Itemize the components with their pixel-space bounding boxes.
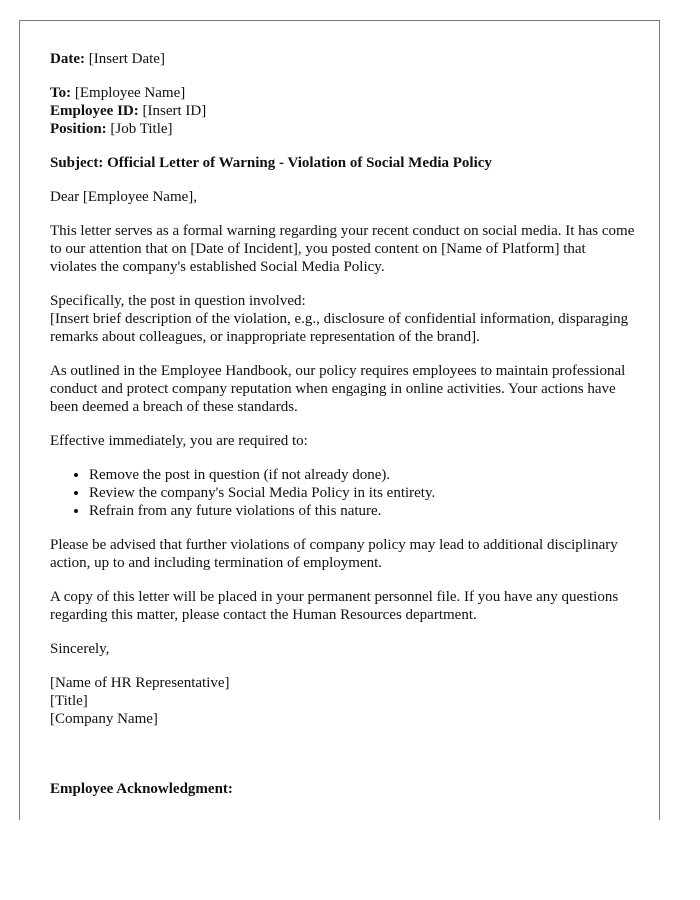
subject-line: Subject: Official Letter of Warning - Violation of Social Media Policy <box>50 155 492 171</box>
salutation: Dear [Employee Name], <box>50 189 198 205</box>
position-line <box>50 120 635 138</box>
recipient-block <box>50 84 635 138</box>
date-line <box>50 50 635 68</box>
closing: Sincerely, <box>50 641 110 657</box>
signature-company: [Company Name] <box>50 711 158 727</box>
to-line <box>50 84 635 102</box>
paragraph-personnel-file: A copy of this letter will be placed in your permanent personnel file. If you have any questions regarding this matter, please contact the Human Resources department. <box>50 589 619 623</box>
employee-id-line <box>50 102 635 120</box>
list-item: • Review the company's Social Media Policy in its entirety. <box>89 484 635 502</box>
specifics-detail: [Insert brief description of the violation, e.g., disclosure of confidential information, disparaging remarks about colleagues, or inappropriate representation of the brand]. <box>50 311 629 345</box>
acknowledgment-heading: Employee Acknowledgment: <box>50 781 233 797</box>
paragraph-conduct: This letter serves as a formal warning regarding your recent conduct on social media. It has come to our attention that on [Date of Incident], you posted content on [Name of Platform] that violates the company's established Social Media Policy. <box>50 223 635 275</box>
list-item: • Refrain from any future violations of this nature. <box>89 502 635 520</box>
signature-name: [Name of HR Representative] <box>50 675 230 691</box>
letter-page <box>19 20 660 820</box>
letter-body <box>50 50 635 798</box>
employee-id-label: Employee ID: <box>50 103 139 119</box>
employee-id-value: [Insert ID] <box>138 103 207 119</box>
signature-block <box>50 674 635 728</box>
paragraph-policy: As outlined in the Employee Handbook, our policy requires employees to maintain professional conduct and protect company reputation when engaging in online activities. Your actions have been deemed a breach of these standards. <box>50 363 626 415</box>
to-label: To: <box>50 85 72 101</box>
requirements-intro: Effective immediately, you are required to: <box>50 433 308 449</box>
specifics-block <box>50 292 635 346</box>
signature-title: [Title] <box>50 693 88 709</box>
to-value: [Employee Name] <box>71 85 186 101</box>
date-label: Date: <box>50 51 85 67</box>
position-label: Position: <box>50 121 107 137</box>
paragraph-consequences: Please be advised that further violations of company policy may lead to additional disciplinary action, up to and including termination of employment. <box>50 537 618 571</box>
position-value: [Job Title] <box>106 121 173 137</box>
list-item: • Remove the post in question (if not already done). <box>89 466 635 484</box>
requirements-list <box>50 466 635 520</box>
specifics-intro: Specifically, the post in question involved: <box>50 293 306 309</box>
date-value: [Insert Date] <box>84 51 165 67</box>
